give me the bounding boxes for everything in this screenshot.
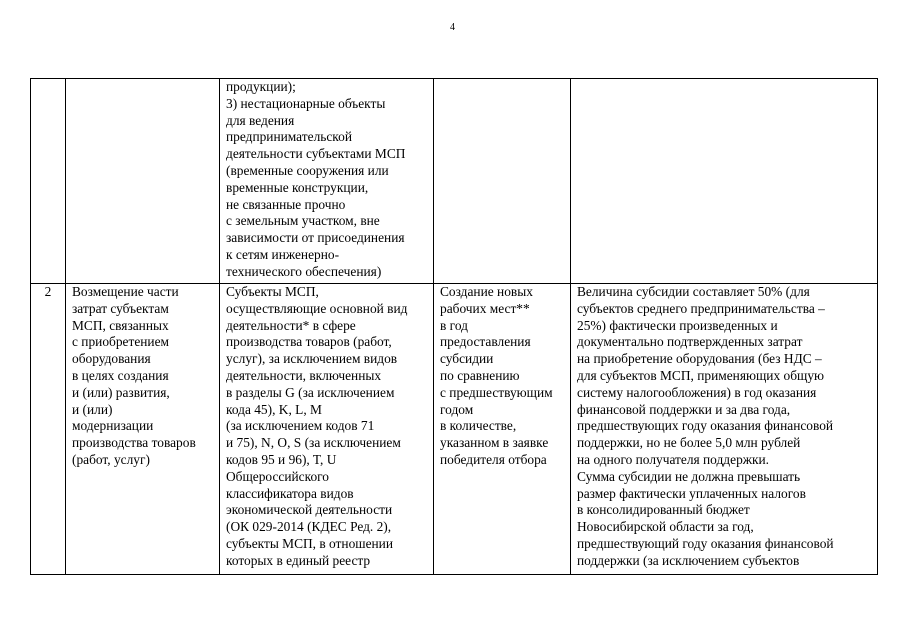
result-cell: [434, 284, 571, 575]
row-number-cell: [31, 79, 66, 284]
measure-cell: [66, 284, 220, 575]
recipients-text: Субъекты МСП, осуществляющие основной вид деятельности* в сфере производства товаров (работ, услуг), за исключением видов деятельности, включенных в разделы G (за исключением кода 45), K, L, M (за исключением кодов 71 и 75), N, O, S (за исключением кодов 95 и 96), T, U Общероссийского классификатора видов экономической деятельности (ОК 029-2014 (КДЕС Ред. 2), субъекты МСП, в отношении которых в единый реестр: [226, 284, 408, 568]
row-number-cell: [31, 284, 66, 575]
recipients-text: продукции); 3) нестационарные объекты для ведения предпринимательской деятельности субъектами МСП (временные сооружения или временные конструкции, не связанные прочно с земельным участком, вне зависимости от присоединения к сетям инженерно- технического обеспечения): [226, 79, 406, 279]
measure-cell: [66, 79, 220, 284]
recipients-cell: [220, 79, 434, 284]
measure-text: Возмещение части затрат субъектам МСП, связанных с приобретением оборудования в целях создания и (или) развития, и (или) модернизации производства товаров (работ, услуг): [72, 284, 196, 467]
subsidy-table: [30, 78, 878, 575]
amount-cell: [571, 284, 878, 575]
recipients-cell: [220, 284, 434, 575]
page-number: 4: [450, 22, 455, 33]
result-text: Создание новых рабочих мест** в год предоставления субсидии по сравнению с предшествующим годом в количестве, указанном в заявке победителя отбора: [440, 284, 553, 467]
amount-text: Величина субсидии составляет 50% (для субъектов среднего предпринимательства – 25%) фактически произведенных и документально подтвержденных затрат на приобретение оборудования (без НДС – для субъектов МСП, применяющих общую систему налогообложения) в год оказания финансовой поддержки и за два года, предшествующих году оказания финансовой поддержки, но не более 5,0 млн рублей на одного получателя поддержки. Сумма субсидии не должна превышать размер фактически уплаченных налогов в консолидированный бюджет Новосибирской области за год, предшествующий году оказания финансовой поддержки (за исключением субъектов: [577, 284, 834, 568]
amount-cell: [571, 79, 878, 284]
result-cell: [434, 79, 571, 284]
table-row: [31, 79, 878, 284]
row-number: 2: [44, 284, 52, 299]
table-row: [31, 284, 878, 575]
